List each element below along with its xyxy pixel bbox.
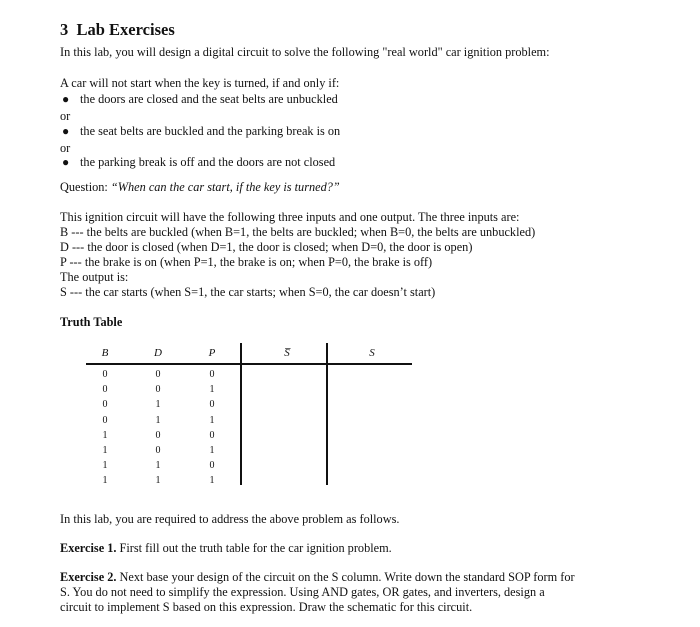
exercise-1-label: Exercise 1. bbox=[60, 541, 117, 555]
cell-d: 0 bbox=[155, 384, 161, 396]
cell-p: 1 bbox=[209, 475, 215, 487]
cell-b: 0 bbox=[102, 414, 108, 426]
truth-table-title: Truth Table bbox=[60, 315, 123, 329]
output-label: The output is: bbox=[60, 270, 129, 284]
cell-d: 1 bbox=[155, 414, 161, 426]
condition-item: the seat belts are buckled and the parking break is on bbox=[80, 124, 341, 138]
cell-b: 0 bbox=[102, 384, 108, 396]
cell-b: 1 bbox=[102, 475, 108, 487]
cell-d: 0 bbox=[155, 369, 161, 380]
connector-or: or bbox=[60, 109, 71, 123]
cell-d: 0 bbox=[155, 445, 161, 456]
header-rule bbox=[86, 363, 412, 365]
cell-b: 0 bbox=[102, 369, 108, 380]
exercise-2 bbox=[60, 570, 575, 585]
exercise-2-line: Next base your design of the circuit on the S column. Write down the standard SOP form for bbox=[116, 570, 575, 584]
header-d: D bbox=[154, 347, 162, 359]
section-title: Lab Exercises bbox=[76, 20, 175, 39]
cell-d: 1 bbox=[155, 399, 161, 411]
exercise-2-label: Exercise 2. bbox=[60, 570, 117, 584]
cell-p: 1 bbox=[209, 384, 215, 396]
question-text: “When can the car start, if the key is turned?” bbox=[110, 180, 340, 194]
input-definition: B --- the belts are buckled (when B=1, the belts are buckled; when B=0, the belts are unbuckled) bbox=[60, 225, 536, 239]
bullet-dot: ● bbox=[62, 124, 70, 138]
requirement-text: In this lab, you are required to address the above problem as follows. bbox=[60, 512, 400, 526]
column-divider bbox=[240, 343, 242, 485]
connector-or: or bbox=[60, 141, 71, 155]
column-divider bbox=[326, 343, 328, 485]
cell-p: 0 bbox=[209, 429, 215, 441]
intro-text: In this lab, you will design a digital circuit to solve the following "real world" car ignition problem: bbox=[60, 45, 550, 59]
section-number: 3 bbox=[60, 20, 69, 39]
cell-p: 1 bbox=[209, 445, 215, 456]
exercise-2-line: circuit to implement S based on this expression. Draw the schematic for this circuit. bbox=[60, 600, 473, 614]
input-definition: D --- the door is closed (when D=1, the door is closed; when D=0, the door is open) bbox=[60, 240, 473, 254]
cell-b: 1 bbox=[102, 460, 108, 472]
cell-d: 1 bbox=[155, 460, 161, 472]
condition-item: the parking break is off and the doors are not closed bbox=[80, 155, 336, 169]
header-s-bar: S̅ bbox=[284, 347, 290, 359]
header-p: P bbox=[208, 347, 216, 359]
cell-p: 0 bbox=[209, 399, 215, 411]
bullet-dot: ● bbox=[62, 155, 70, 169]
cell-d: 1 bbox=[155, 475, 161, 487]
condition-item: the doors are closed and the seat belts are unbuckled bbox=[80, 92, 338, 106]
input-definition: P --- the brake is on (when P=1, the brake is on; when P=0, the brake is off) bbox=[60, 255, 433, 269]
cell-b: 1 bbox=[102, 445, 108, 456]
cell-b: 1 bbox=[102, 429, 108, 441]
cell-p: 0 bbox=[209, 369, 215, 380]
output-definition: S --- the car starts (when S=1, the car starts; when S=0, the car doesn’t start) bbox=[60, 285, 436, 299]
cell-b: 0 bbox=[102, 399, 108, 411]
header-s: S bbox=[369, 347, 375, 359]
exercise-1 bbox=[60, 541, 392, 556]
header-b: B bbox=[101, 347, 109, 359]
section-heading bbox=[60, 20, 175, 40]
exercise-1-text: First fill out the truth table for the car ignition problem. bbox=[116, 541, 392, 555]
question-label: Question: bbox=[60, 180, 111, 194]
condition-lead: A car will not start when the key is turned, if and only if: bbox=[60, 76, 340, 90]
exercise-2-line: S. You do not need to simplify the expression. Using AND gates, OR gates, and inverters, design a bbox=[60, 585, 545, 599]
cell-d: 0 bbox=[155, 429, 161, 441]
bullet-dot: ● bbox=[62, 92, 70, 106]
question bbox=[60, 180, 340, 195]
inputs-intro: This ignition circuit will have the following three inputs and one output. The three inputs are: bbox=[60, 210, 520, 224]
cell-p: 0 bbox=[209, 460, 215, 472]
cell-p: 1 bbox=[209, 414, 215, 426]
